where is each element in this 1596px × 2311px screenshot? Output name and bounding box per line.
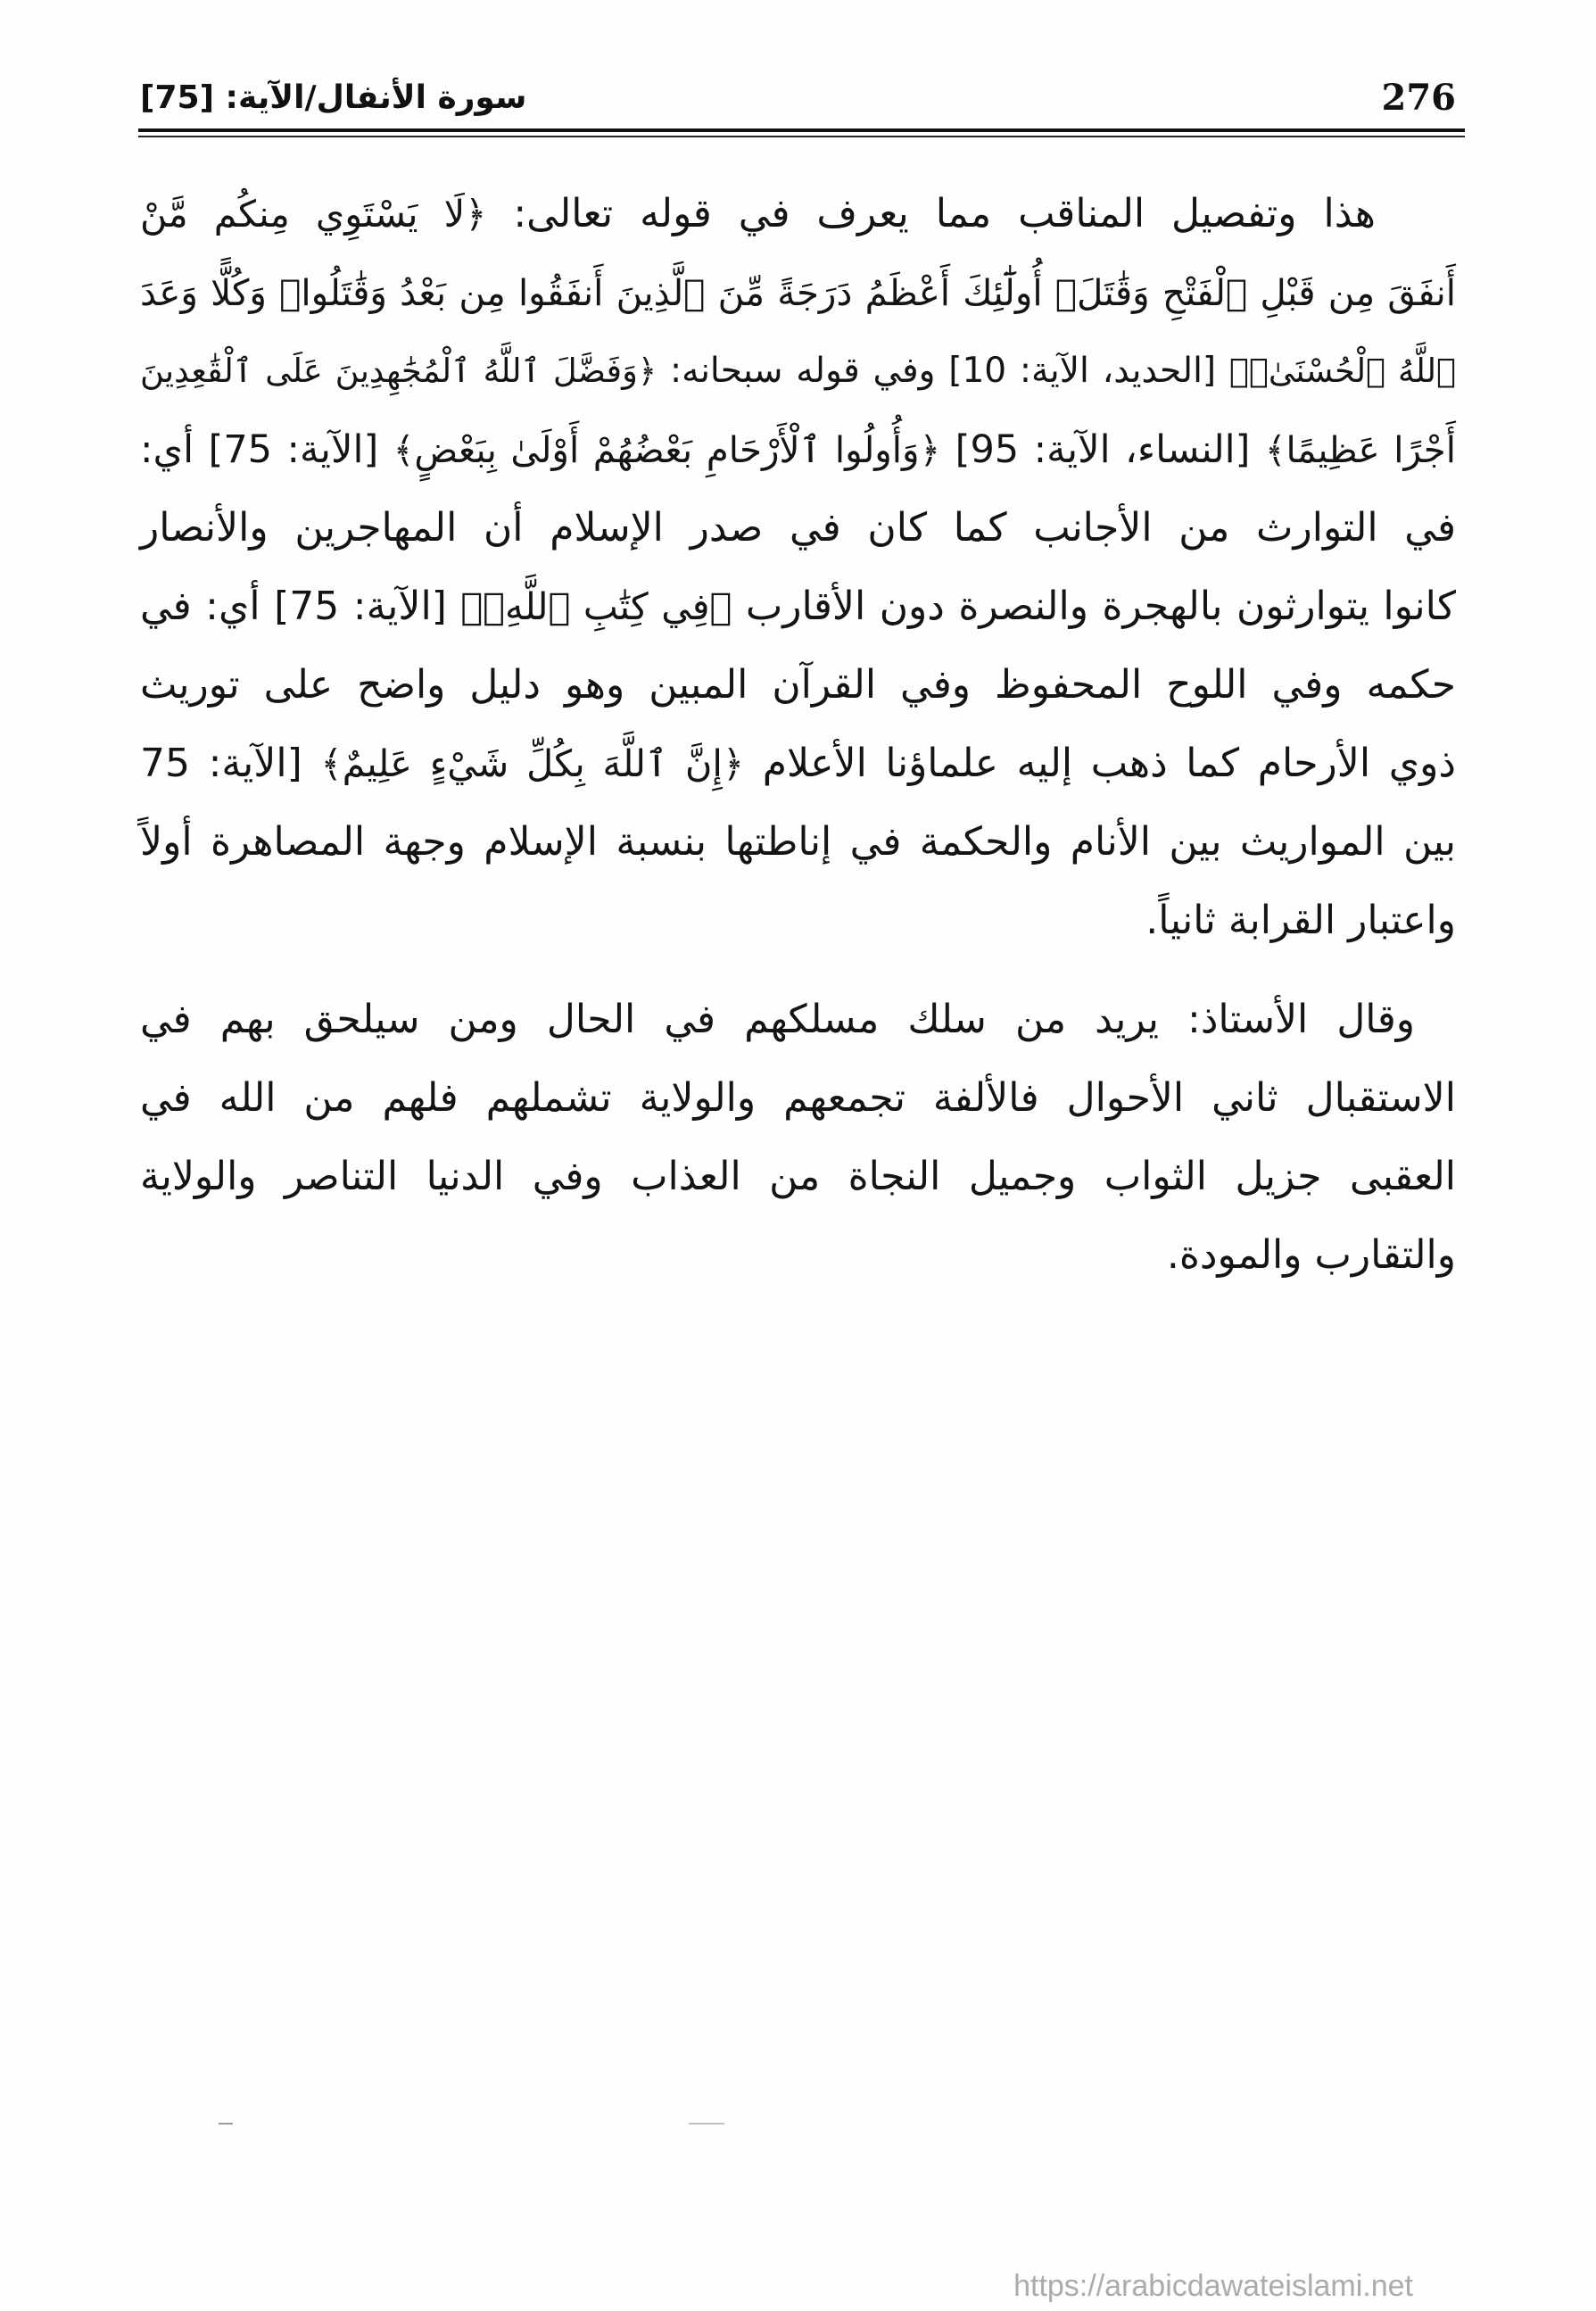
text-line	[140, 1138, 1456, 1216]
citation: [الآية: 75] أي:	[140, 427, 393, 472]
page-header	[140, 70, 1456, 125]
header-rule-thin	[138, 136, 1465, 137]
citation: [الآية: 75	[140, 741, 321, 786]
text-segment: الاستقبال ثاني الأحوال فالألفة تجمعهم والولاية تشملهم فلهم من الله في	[140, 1075, 1456, 1121]
text-segment: العقبى جزيل الثواب وجميل النجاة من العذاب وفي الدنيا التناصر والولاية	[140, 1154, 1456, 1199]
text-line	[140, 646, 1456, 725]
quran-verse: أَجْرًا عَظِيمًا﴾	[1264, 428, 1457, 471]
citation: [الآية: 75] أي: في	[140, 584, 461, 629]
text-segment: وقال الأستاذ: يريد من سلك مسلكهم في الحال ومن سيلحق بهم في	[140, 997, 1415, 1042]
text-line	[140, 567, 1456, 646]
text-line	[140, 1059, 1456, 1138]
text-line	[140, 803, 1456, 882]
text-line	[140, 882, 1456, 960]
text-segment: بين المواريث بين الأنام والحكمة في إناطتها بنسبة الإسلام وجهة المصاهرة أولاً	[140, 819, 1456, 865]
quran-verse: ﴿فِي كِتَٰبِ ٱللَّهِۚ﴾	[460, 585, 732, 628]
text-segment: ذوي الأرحام كما ذهب إليه علماؤنا الأعلام	[744, 741, 1457, 786]
paragraph	[140, 175, 1456, 960]
body-text	[140, 175, 1456, 1295]
quran-verse: ﴿إِنَّ ٱللَّهَ بِكُلِّ شَيْءٍ عَلِيمٌ﴾	[320, 742, 745, 785]
scan-mark	[689, 2123, 724, 2125]
quran-verse: ﴿لَا يَسْتَوِي مِنكُم مَّنْ	[140, 193, 487, 236]
text-line	[140, 725, 1456, 803]
citation: [الحديد، الآية: 10] وفي قوله سبحانه:	[657, 351, 1229, 391]
text-line	[140, 489, 1456, 567]
text-line	[140, 981, 1456, 1059]
text-line	[140, 332, 1456, 410]
running-title: سورة الأنفال/الآية: [75]	[140, 79, 527, 116]
text-segment: والتقارب والمودة.	[1166, 1232, 1456, 1278]
text-line	[140, 1216, 1456, 1295]
page-number: 276	[1381, 76, 1456, 119]
quran-verse: ٱللَّهُ ٱلْحُسْنَىٰۚ﴾	[1228, 352, 1456, 390]
text-line	[140, 175, 1456, 253]
watermark-url: https://arabicdawateislami.net	[1013, 2269, 1413, 2303]
scan-mark	[219, 2123, 233, 2125]
text-line	[140, 410, 1456, 489]
text-segment: هذا وتفصيل المناقب مما يعرف في قوله تعالى:	[486, 191, 1377, 236]
text-line	[140, 253, 1456, 332]
quran-verse: أَنفَقَ مِن قَبْلِ ٱلْفَتْحِ وَقَٰتَلَۚ أُولَٰٓئِكَ أَعْظَمُ دَرَجَةً مِّنَ ٱلَّذِينَ أَنفَقُوا مِن بَعْدُ وَقَٰتَلُواۚ وَكُلًّا وَعَدَ	[140, 271, 1456, 314]
text-segment: في التوارث من الأجانب كما كان في صدر الإسلام أن المهاجرين والأنصار	[140, 505, 1456, 551]
citation: [النساء، الآية: 95]	[940, 427, 1265, 472]
quran-verse: ﴿وَفَضَّلَ ٱللَّهُ ٱلْمُجَٰهِدِينَ عَلَى ٱلْقَٰعِدِينَ	[140, 352, 657, 390]
text-segment: حكمه وفي اللوح المحفوظ وفي القرآن المبين وهو دليل واضح على توريث	[140, 662, 1456, 708]
header-rule	[138, 128, 1465, 132]
quran-verse: ﴿وَأُولُوا ٱلْأَرْحَامِ بَعْضُهُمْ أَوْلَىٰ بِبَعْضٍ﴾	[393, 428, 941, 471]
text-segment: واعتبار القرابة ثانياً.	[1145, 898, 1456, 943]
paragraph	[140, 981, 1456, 1295]
text-segment: كانوا يتوارثون بالهجرة والنصرة دون الأقارب	[732, 584, 1456, 629]
